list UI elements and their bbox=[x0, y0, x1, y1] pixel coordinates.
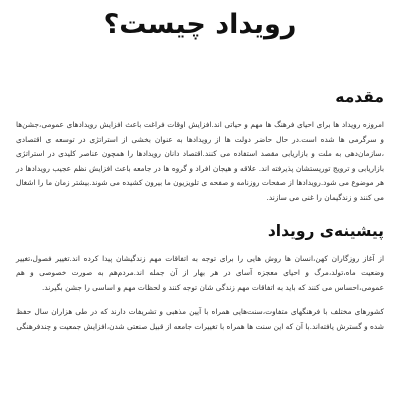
introduction-paragraph: امروزه رویداد ها برای احیای فرهنگ ها مهم و حیاتی اند.افزایش اوقات فراغت باعث افزایش رویدادهای عمومی،جشن‌ها و سرگرمی ها شده است.در حال حاضر دولت ها از رویدادها به عنوان بخشی از استراتژی در توسعه ی اقتصادی ،سازمان‌دهی به ملت و بازاریابی مقصد استفاده می کنند.اقتصاد دانان رویدادها را همچون عناصر کلیدی در استراتژی بازاریابی و ترویج توریستشان پذیرفته اند. علاقه و هیجان افراد و گروه ها در جامعه باعث افزایش نظم عجیب رویدادها در هر موضوع می شود.رویدادها از صفحات روزنامه و صفحه ی تلویزیون ما بیرون کشیده می شوند.بیشتر زمان ما را اشغال می کنند و زندگیمان را غنی می سازند. bbox=[16, 120, 384, 202]
page-title: رویداد چیست؟ bbox=[103, 9, 297, 40]
section-heading-history: پیشینه‌ی رویداد bbox=[267, 221, 384, 240]
section-heading-introduction: مقدمه bbox=[335, 88, 384, 106]
history-paragraph-1: از آغاز روزگاران کهن،انسان ها روش هایی را برای توجه به اتفاقات مهم زندگیشان پیدا کرده اند.تغییر فصول،تغییر وضعیت ماه،تولد،مرگ و احیای معجزه آسای در هر بهار از آن جمله اند.مردم‌هم به صورت خصوصی و هم عمومی،احساس می کنند که باید به اتفاقات مهم زندگی شان توجه کنند و لحظات مهم و اساسی را جشن بگیرند. bbox=[16, 253, 384, 292]
history-paragraph-2: کشورهای مختلف با فرهنگهای متفاوت،سنت‌هایی همراه با آیین مذهبی و تشریفات دارند که در طی هزاران سال حفظ شده و گسترش یافته‌اند.با آن که این سنت ها همراه با تغییرات جامعه از قبیل صنعتی شدن،افزایش جمعیت و چندفرهنگی bbox=[16, 307, 384, 331]
